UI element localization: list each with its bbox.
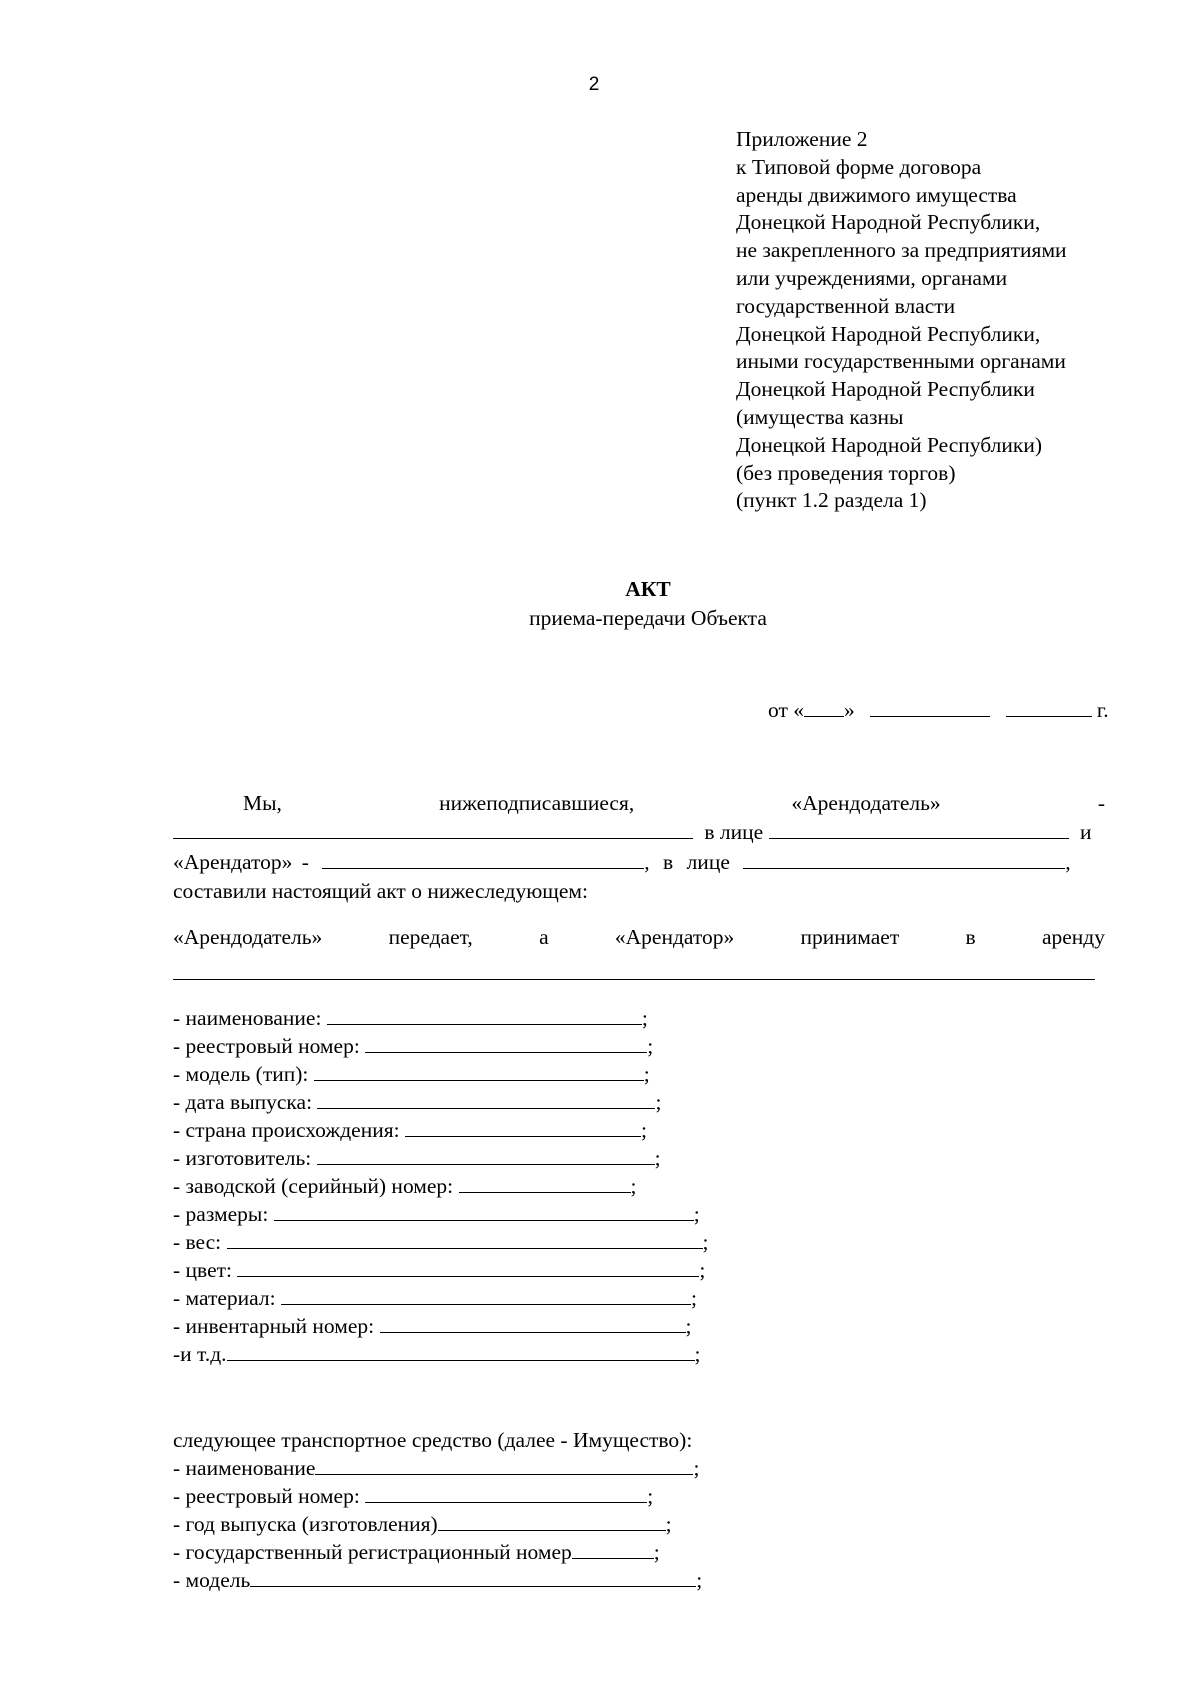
intro-line-2 xyxy=(173,819,1105,845)
field-blank[interactable] xyxy=(380,1314,686,1333)
date-year-blank[interactable] xyxy=(1006,698,1092,717)
transfer-word: «Арендатор» xyxy=(614,925,735,949)
field-blank[interactable] xyxy=(317,1090,655,1109)
field-semicolon: ; xyxy=(643,1062,650,1086)
document-subtitle: приема-передачи Объекта xyxy=(529,606,767,630)
field-semicolon: ; xyxy=(693,1456,700,1480)
appendix-line: к Типовой форме договора xyxy=(736,154,982,179)
field-blank[interactable] xyxy=(274,1202,694,1221)
field-semicolon: ; xyxy=(654,1146,661,1170)
transfer-word: принимает xyxy=(800,925,900,949)
field-blank[interactable] xyxy=(250,1568,696,1587)
transfer-word: а xyxy=(539,925,549,949)
date-line xyxy=(768,698,1109,723)
lessee-name-blank[interactable] xyxy=(322,850,644,869)
vehicle-intro: следующее транспортное средство (далее - Имущество): xyxy=(173,1428,693,1452)
intro-dash: - xyxy=(1097,791,1105,815)
field-blank[interactable] xyxy=(237,1258,699,1277)
field-label: - дата выпуска: xyxy=(173,1090,313,1114)
field-blank[interactable] xyxy=(327,1006,642,1025)
v-label: в xyxy=(663,850,674,874)
date-suffix: г. xyxy=(1096,698,1109,722)
vehicle-field xyxy=(173,1566,702,1594)
field-blank[interactable] xyxy=(365,1034,647,1053)
property-field xyxy=(173,1060,650,1088)
field-semicolon: ; xyxy=(647,1484,654,1508)
field-label: -и т.д. xyxy=(173,1342,227,1366)
field-label: - государственный регистрационный номер xyxy=(173,1540,572,1564)
field-semicolon: ; xyxy=(696,1568,703,1592)
property-field xyxy=(173,1116,647,1144)
property-field xyxy=(173,1256,705,1284)
transfer-line xyxy=(173,924,1105,950)
lessee-rep-comma: , xyxy=(1065,850,1071,874)
date-close-quote: » xyxy=(844,698,855,722)
lessor-rep-blank[interactable] xyxy=(769,820,1069,839)
appendix-line: Донецкой Народной Республики, xyxy=(736,321,1041,346)
field-semicolon: ; xyxy=(653,1540,660,1564)
field-label: - страна происхождения: xyxy=(173,1118,400,1142)
field-blank[interactable] xyxy=(405,1118,641,1137)
intro-line-4: составили настоящий акт о нижеследующем: xyxy=(173,879,588,903)
field-label: - наименование: xyxy=(173,1006,322,1030)
appendix-line: (имущества казны xyxy=(736,404,904,429)
appendix-line: Приложение 2 xyxy=(736,127,868,151)
field-semicolon: ; xyxy=(693,1202,700,1226)
vehicle-field xyxy=(173,1538,660,1566)
lessee-label: «Арендатор» xyxy=(173,850,293,874)
field-blank[interactable] xyxy=(365,1484,647,1503)
intro-line-3 xyxy=(173,849,1105,875)
field-semicolon: ; xyxy=(690,1286,697,1310)
field-label: - модель xyxy=(173,1568,251,1592)
field-blank[interactable] xyxy=(438,1512,666,1531)
document-title: АКТ xyxy=(625,577,671,601)
intro-line-1 xyxy=(173,790,1105,816)
field-semicolon: ; xyxy=(665,1512,672,1536)
appendix-line: иными государственными органами xyxy=(736,349,1066,374)
intro-undersigned: нижеподписавшиеся, xyxy=(439,791,635,815)
object-description-blank[interactable] xyxy=(173,979,1095,980)
field-blank[interactable] xyxy=(572,1540,654,1559)
property-field xyxy=(173,1004,648,1032)
field-label: - размеры: xyxy=(173,1202,269,1226)
appendix-line: Донецкой Народной Республики xyxy=(736,377,1035,402)
field-blank[interactable] xyxy=(281,1286,691,1305)
field-label: - инвентарный номер: xyxy=(173,1314,375,1338)
and-label: и xyxy=(1079,820,1092,844)
vehicle-field xyxy=(173,1454,699,1482)
transfer-word: «Арендодатель» xyxy=(173,925,323,949)
transfer-word: аренду xyxy=(1041,925,1105,949)
appendix-header xyxy=(736,126,1067,515)
appendix-line: государственной власти xyxy=(736,293,956,318)
field-blank[interactable] xyxy=(315,1456,693,1475)
vehicle-field xyxy=(173,1510,672,1538)
field-semicolon: ; xyxy=(685,1314,692,1338)
field-label: - модель (тип): xyxy=(173,1062,309,1086)
field-blank[interactable] xyxy=(227,1342,695,1361)
field-semicolon: ; xyxy=(655,1090,662,1114)
property-field xyxy=(173,1340,701,1368)
date-month-blank[interactable] xyxy=(870,698,990,717)
transfer-word: передает, xyxy=(388,925,473,949)
transfer-word: в xyxy=(965,925,976,949)
property-field xyxy=(173,1200,700,1228)
appendix-line: Донецкой Народной Республики, xyxy=(736,210,1041,235)
in-person-label: в лице xyxy=(704,820,764,844)
field-blank[interactable] xyxy=(459,1174,631,1193)
date-day-blank[interactable] xyxy=(804,698,844,717)
lessee-dash: - xyxy=(301,850,309,874)
field-label: - цвет: xyxy=(173,1258,232,1282)
property-field xyxy=(173,1144,661,1172)
date-prefix: от « xyxy=(768,698,804,722)
field-semicolon: ; xyxy=(641,1006,648,1030)
appendix-line: или учреждениями, органами xyxy=(736,265,1008,290)
property-field xyxy=(173,1172,637,1200)
field-semicolon: ; xyxy=(640,1118,647,1142)
property-field xyxy=(173,1032,653,1060)
field-semicolon: ; xyxy=(630,1174,637,1198)
field-label: - заводской (серийный) номер: xyxy=(173,1174,454,1198)
field-semicolon: ; xyxy=(647,1034,654,1058)
property-field xyxy=(173,1312,691,1340)
field-semicolon: ; xyxy=(694,1342,701,1366)
intro-lessor: «Арендодатель» xyxy=(791,791,941,815)
field-blank[interactable] xyxy=(317,1146,655,1165)
lessor-name-blank[interactable] xyxy=(173,820,693,839)
field-semicolon: ; xyxy=(702,1230,709,1254)
property-field xyxy=(173,1284,697,1312)
field-label: - реестровый номер: xyxy=(173,1034,360,1058)
lessee-comma: , xyxy=(644,850,650,874)
property-field xyxy=(173,1088,661,1116)
property-field xyxy=(173,1228,709,1256)
lessee-rep-blank[interactable] xyxy=(743,850,1065,869)
field-label: - реестровый номер: xyxy=(173,1484,360,1508)
field-label: - год выпуска (изготовления) xyxy=(173,1512,438,1536)
vehicle-field xyxy=(173,1482,653,1510)
appendix-line: не закрепленного за предприятиями xyxy=(736,238,1067,263)
appendix-line: Донецкой Народной Республики) xyxy=(736,432,1042,457)
field-label: - вес: xyxy=(173,1230,222,1254)
litse-label: лице xyxy=(686,850,730,874)
appendix-line: аренды движимого имущества xyxy=(736,182,1017,207)
field-blank[interactable] xyxy=(314,1062,644,1081)
field-semicolon: ; xyxy=(699,1258,706,1282)
appendix-line: (без проведения торгов) xyxy=(736,460,956,485)
field-label: - наименование xyxy=(173,1456,316,1480)
appendix-line: (пункт 1.2 раздела 1) xyxy=(736,488,927,513)
field-blank[interactable] xyxy=(227,1230,703,1249)
field-label: - материал: xyxy=(173,1286,276,1310)
field-label: - изготовитель: xyxy=(173,1146,312,1170)
page-number: 2 xyxy=(588,74,600,95)
intro-we: Мы, xyxy=(243,791,282,815)
